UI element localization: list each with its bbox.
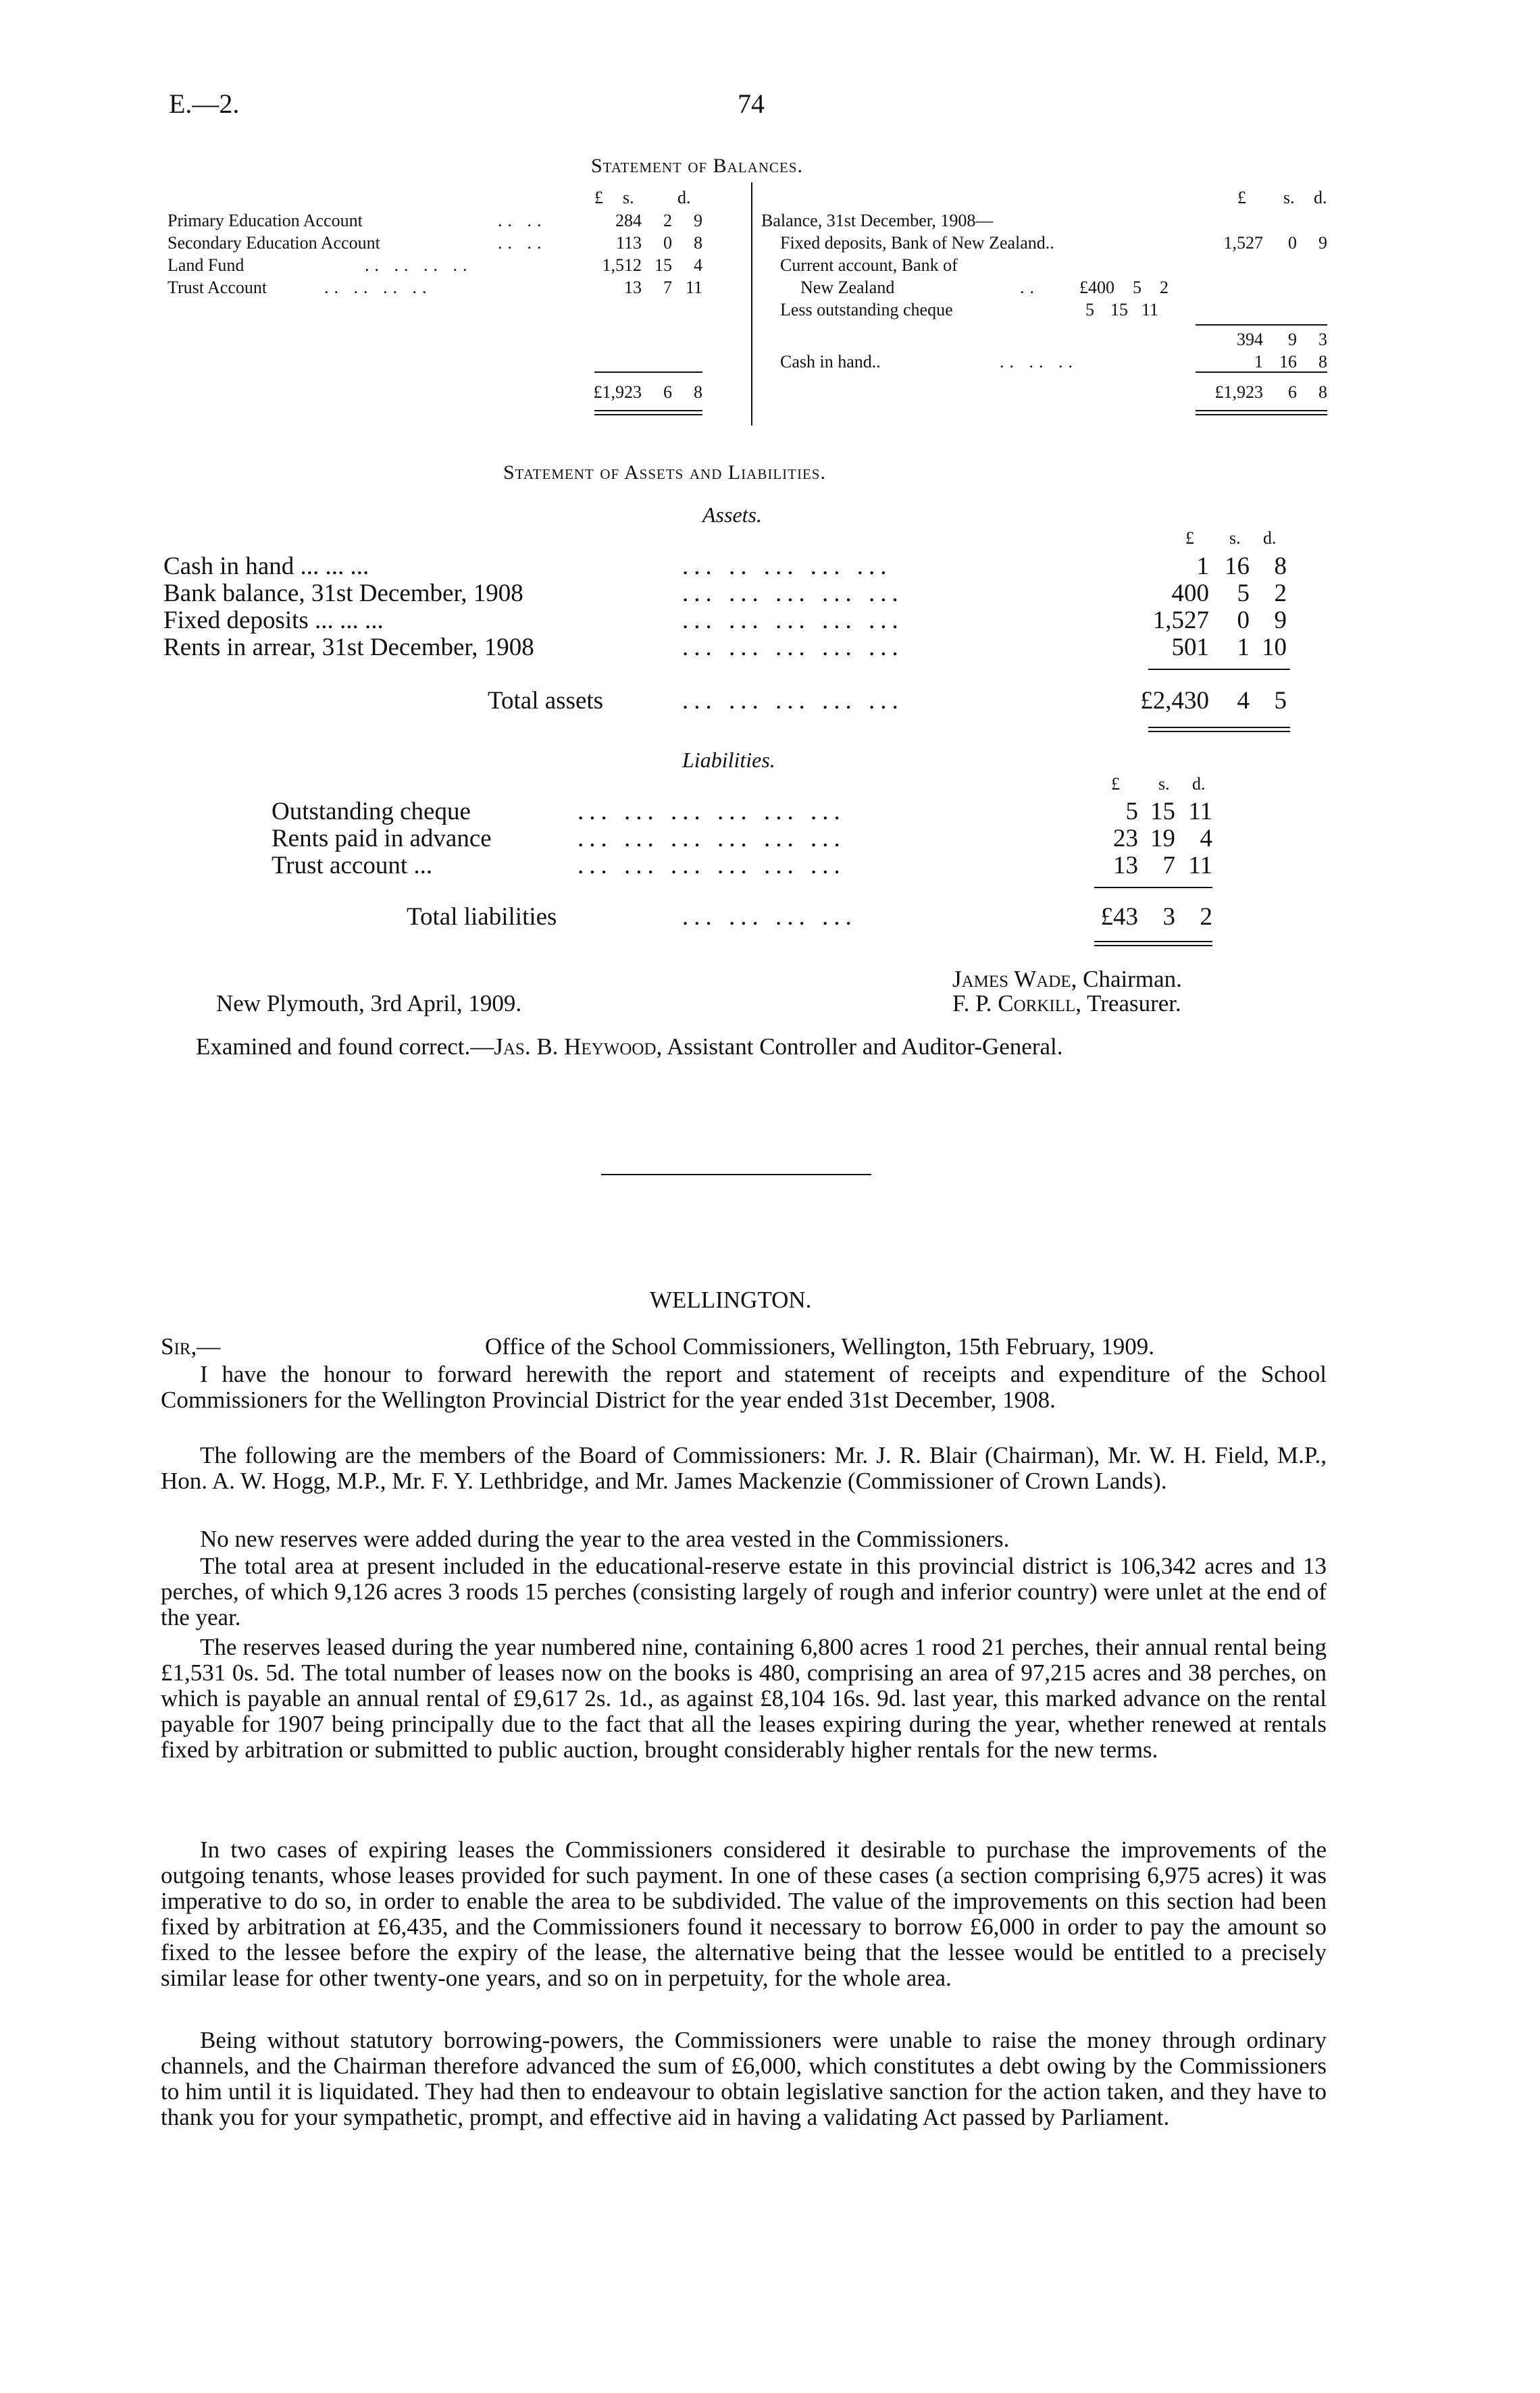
section-separator (601, 1174, 871, 1175)
unit-pence: d. (677, 188, 691, 207)
leader-dots: .. .. .. (1000, 352, 1078, 371)
total-shillings: 3 (1162, 903, 1175, 931)
section-heading: WELLINGTON. (650, 1287, 812, 1313)
treasurer-title: , Treasurer. (1075, 990, 1181, 1017)
assets-heading: Assets. (702, 503, 762, 527)
account-label: Land Fund (168, 255, 245, 275)
account-label: Trust Account (168, 278, 267, 297)
office-line: Office of the School Commissioners, Wellington, 15th February, 1909. (485, 1333, 1155, 1360)
balances-title: Statement of Balances. (591, 155, 804, 177)
amount-pence: 9 (694, 211, 702, 230)
row-label: Fixed deposits, Bank of New Zealand.. (780, 233, 1054, 253)
rule (1094, 941, 1212, 942)
account-label: Primary Education Account (168, 211, 363, 230)
amount-shillings: 2 (663, 211, 672, 230)
amount-shillings: 15 (1150, 798, 1175, 825)
chairman-name: James Wade (952, 966, 1071, 992)
total-shillings: 6 (663, 382, 672, 402)
paragraph: No new reserves were added during the year to the area vested in the Commissioners. (200, 1526, 1010, 1552)
asset-label: Rents in arrear, 31st December, 1908 (163, 634, 534, 661)
amount-shillings: 1 (1237, 634, 1250, 661)
chairman-title: , Chairman. (1071, 966, 1182, 992)
unit-shillings: s. (623, 188, 634, 207)
row-label: Less outstanding cheque (780, 300, 953, 319)
rule (1094, 945, 1212, 946)
amount-pounds: 284 (615, 211, 642, 230)
amount-pence: 11 (685, 278, 702, 297)
amount-pounds: 1 (1196, 552, 1209, 580)
unit-shillings: s. (1229, 528, 1241, 548)
current-account-label: Current account, Bank of (780, 255, 958, 275)
leader-dots: ... ... ... ... ... (682, 634, 904, 661)
treasurer-name: F. P. Corkill (952, 990, 1076, 1017)
paragraph: The reserves leased during the year numbered nine, containing 6,800 acres 1 rood 21 perches, their annual rental being £1,531 0s. 5d. The total number of leases now on the books is 480, comprising an area of 97,215 acres and 38 perches, on which is payable an annual rental of £9,617 2s. 1d., as against £8,104 16s. 9d. last year, this marked advance on the rental payable for 1907 being principally due to the fact that all the leases expiring during the year, whether renewed at rentals fixed by arbitration or submitted to public auction, brought considerably higher rentals for the new terms. (161, 1634, 1327, 1763)
amount-pence: 9 (1318, 233, 1327, 253)
leader-dots: ... ... ... ... ... (682, 607, 904, 634)
amount-pounds: 1,512 (602, 255, 642, 275)
asset-label: Bank balance, 31st December, 1908 (163, 580, 523, 607)
amount-pounds: 5 (1085, 300, 1094, 319)
amount-shillings: 0 (1288, 233, 1297, 253)
unit-pound: £ (1185, 528, 1194, 548)
amount-pounds: 113 (615, 233, 642, 253)
amount-pence: 9 (1274, 607, 1287, 634)
amount-shillings: 0 (663, 233, 672, 253)
amount-pounds: 13 (1113, 852, 1138, 879)
amount-shillings: 7 (1162, 852, 1175, 879)
leader-dots: ... .. ... ... ... (682, 552, 892, 580)
amount-pence: 2 (1274, 580, 1287, 607)
amount-pounds: 1 (1254, 352, 1263, 371)
report-code: E.—2. (169, 88, 240, 119)
amount-pence: 11 (1141, 300, 1158, 319)
amount-shillings: 15 (1110, 300, 1128, 319)
amount-pence: 2 (1160, 278, 1169, 297)
total-pence: 8 (1318, 382, 1327, 402)
unit-shillings: s. (1158, 774, 1170, 794)
amount-pounds: 23 (1113, 825, 1138, 852)
amount-pounds: 13 (624, 278, 642, 297)
leader-dots: .. .. (498, 211, 547, 230)
treasurer-signature (952, 990, 1181, 1017)
amount-pounds: 5 (1125, 798, 1138, 825)
amount-pence: 8 (1274, 552, 1287, 580)
amount-pence: 4 (1200, 825, 1212, 852)
total-label: Total assets (488, 687, 604, 715)
unit-pence: d. (1263, 528, 1277, 548)
auditor-line (196, 1033, 1063, 1060)
rule (1148, 731, 1290, 732)
rule (1148, 669, 1290, 670)
rule (594, 371, 702, 373)
liability-label: Trust account ... (272, 852, 433, 879)
balance-heading: Balance, 31st December, 1908— (761, 211, 994, 230)
account-label: Secondary Education Account (168, 233, 380, 253)
liability-label: Outstanding cheque (272, 798, 471, 825)
amount-shillings: 7 (663, 278, 672, 297)
amount-shillings: 5 (1237, 580, 1250, 607)
liabilities-heading: Liabilities. (682, 748, 775, 772)
leader-dots: ... ... ... ... ... (682, 687, 904, 715)
total-pence: 2 (1200, 903, 1212, 931)
unit-pound: £ (1111, 774, 1120, 794)
salutation: Sir,— (161, 1333, 221, 1360)
amount-shillings: 0 (1237, 607, 1250, 634)
total-pence: 5 (1274, 687, 1287, 715)
amount-pounds: £400 (1079, 278, 1114, 297)
rule (1196, 410, 1327, 411)
unit-pence: d. (1192, 774, 1206, 794)
total-shillings: 4 (1237, 687, 1250, 715)
leader-dots: .. .. (498, 233, 547, 253)
asset-label: Fixed deposits ... ... ... (163, 607, 384, 634)
chairman-signature (952, 966, 1182, 993)
unit-pound: £ (1237, 188, 1246, 207)
examiner-title: , Assistant Controller and Auditor-General. (656, 1033, 1063, 1060)
rule (594, 414, 702, 415)
paragraph: In two cases of expiring leases the Commissioners considered it desirable to purchase the improvements of the outgoing tenants, whose leases provided for such payment. In one of these cases (a section comprising 6,975 acres) it was imperative to do so, in order to enable the area to be subdivided. The value of the improvements on this section had been fixed by arbitration at £6,435, and the Commissioners found it necessary to borrow £6,000 in order to pay the amount so fixed to the lessee before the expiry of the lease, the alternative being that the lessee would be entitled to a precisely similar lease for other twenty-one years, and so on in perpetuity, for the whole area. (161, 1836, 1327, 1991)
leader-dots: ... ... ... ... (682, 903, 857, 931)
column-divider (751, 182, 752, 426)
leader-dots: .. .. .. .. (365, 255, 473, 275)
unit-pound: £ (594, 188, 603, 207)
leader-dots: .. .. .. .. (324, 278, 432, 297)
assets-liabilities-title: Statement of Assets and Liabilities. (503, 461, 826, 484)
total-pounds: £1,923 (593, 382, 642, 402)
amount-pence: 8 (1318, 352, 1327, 371)
paragraph: The total area at present included in the educational-reserve estate in this provincial district is 106,342 acres and 13 perches, of which 9,126 acres 3 roods 15 perches (consisting largely of rough and inferior country) were unlet at the end of the year. (161, 1553, 1327, 1630)
leader-dots: ... ... ... ... ... ... (578, 825, 846, 852)
paragraph: The following are the members of the Board of Commissioners: Mr. J. R. Blair (Chairman), Mr. W. H. Field, M.P., Hon. A. W. Hogg, M.P., Mr. F. Y. Lethbridge, and Mr. James Mackenzie (Commissioner of Crown Lands). (161, 1442, 1327, 1494)
total-pounds: £43 (1100, 903, 1138, 931)
leader-dots: .. (1020, 278, 1040, 297)
examiner-name: Jas. B. Heywood (494, 1033, 657, 1060)
amount-pounds: 400 (1171, 580, 1209, 607)
total-pounds: £1,923 (1214, 382, 1263, 402)
amount-pounds: 501 (1171, 634, 1209, 661)
amount-shillings: 9 (1288, 330, 1297, 349)
page-number: 74 (738, 88, 765, 119)
amount-pence: 4 (694, 255, 702, 275)
amount-shillings: 15 (654, 255, 672, 275)
amount-pence: 11 (1188, 798, 1212, 825)
rule (1196, 371, 1327, 373)
asset-label: Cash in hand ... ... ... (163, 552, 369, 580)
amount-pounds: 1,527 (1152, 607, 1209, 634)
amount-pounds: 394 (1237, 330, 1263, 349)
leader-dots: ... ... ... ... ... (682, 580, 904, 607)
amount-pounds: 1,527 (1223, 233, 1263, 253)
total-label: Total liabilities (407, 903, 557, 931)
paragraph: Being without statutory borrowing-powers, the Commissioners were unable to raise the money through ordinary channels, and the Chairman therefore advanced the sum of £6,000, which constitutes a debt owing by the Commissioners to him until it is liquidated. They had then to endeavour to obtain legislative sanction for the action taken, and they have to thank you for your sympathetic, prompt, and effective aid in having a validating Act passed by Parliament. (161, 2027, 1327, 2130)
unit-pence: d. (1314, 188, 1327, 207)
rule (594, 410, 702, 411)
rule (1148, 727, 1290, 728)
examined-prefix: Examined and found correct.— (196, 1033, 494, 1060)
amount-pence: 8 (694, 233, 702, 253)
row-label: New Zealand (800, 278, 895, 297)
total-pounds: £2,430 (1140, 687, 1209, 715)
total-shillings: 6 (1288, 382, 1297, 402)
place-date: New Plymouth, 3rd April, 1909. (216, 990, 522, 1017)
rule (1196, 414, 1327, 415)
row-label: Cash in hand.. (780, 352, 881, 371)
amount-shillings: 5 (1133, 278, 1141, 297)
rule (1094, 887, 1212, 888)
amount-pence: 3 (1318, 330, 1327, 349)
amount-shillings: 16 (1279, 352, 1297, 371)
leader-dots: ... ... ... ... ... ... (578, 798, 846, 825)
amount-shillings: 19 (1150, 825, 1175, 852)
unit-shillings: s. (1283, 188, 1295, 207)
rule (1196, 324, 1327, 326)
leader-dots: ... ... ... ... ... ... (578, 852, 846, 879)
amount-shillings: 16 (1225, 552, 1250, 580)
paragraph: I have the honour to forward herewith the report and statement of receipts and expenditure of the School Commissioners for the Wellington Provincial District for the year ended 31st December, 1908. (161, 1361, 1327, 1413)
amount-pence: 10 (1262, 634, 1287, 661)
liability-label: Rents paid in advance (272, 825, 492, 852)
amount-pence: 11 (1188, 852, 1212, 879)
total-pence: 8 (694, 382, 702, 402)
